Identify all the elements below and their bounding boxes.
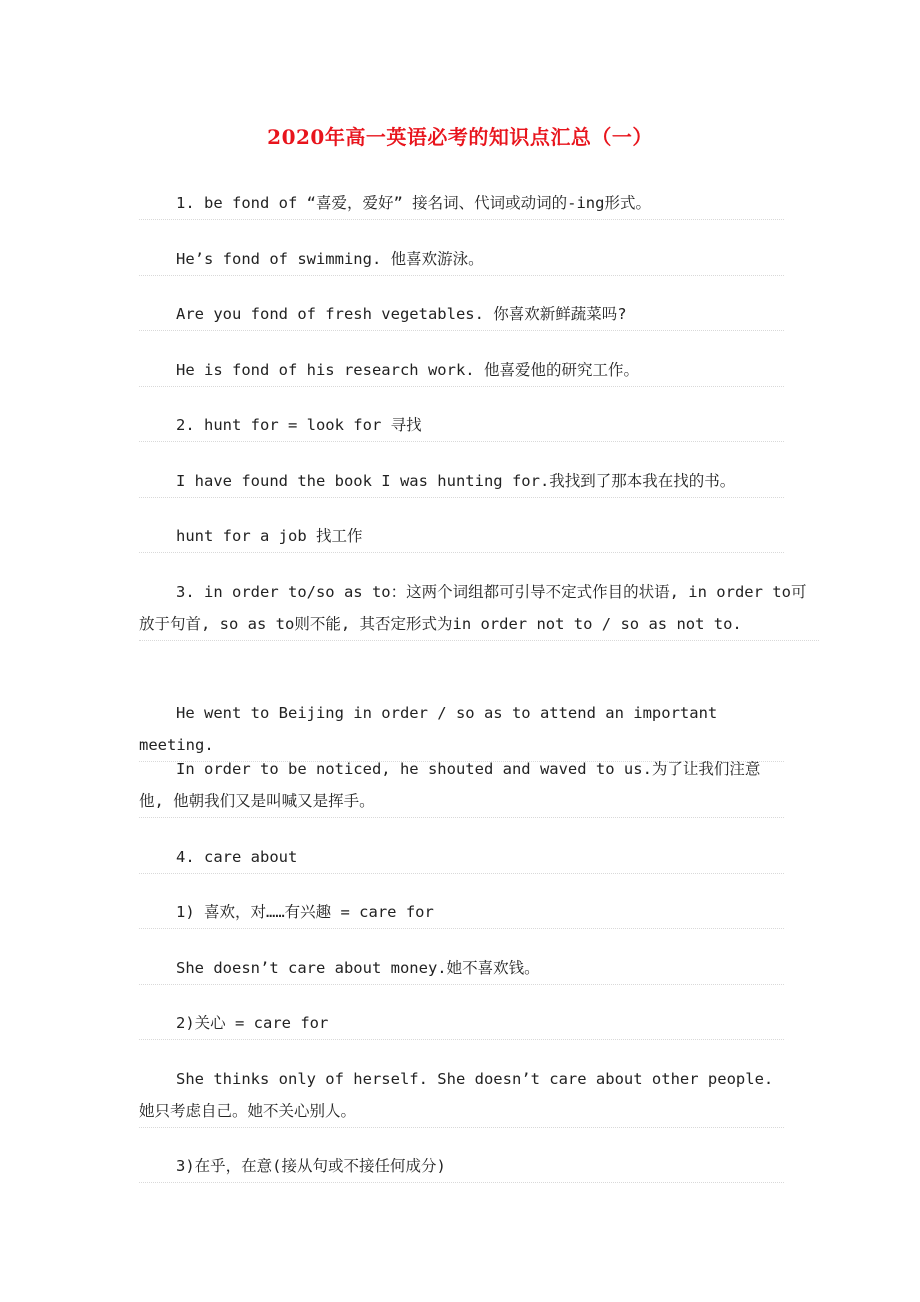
line-14: 2)关心 = care for [139,1007,784,1040]
line-12: 1) 喜欢，对……有兴趣 = care for [139,896,784,929]
line-15: She thinks only of herself. She doesn’t care about other people.她只考虑自己。她不关心别人。 [139,1063,784,1128]
line-5: 2. hunt for = look for 寻找 [139,409,784,442]
line-10: In order to be noticed, he shouted and waved to us.为了让我们注意他, 他朝我们又是叫喊又是挥手。 [139,753,784,818]
line-9: He went to Beijing in order / so as to attend an important meeting. [139,697,784,762]
line-3: Are you fond of fresh vegetables. 你喜欢新鲜蔬菜吗? [139,298,784,331]
line-13: She doesn’t care about money.她不喜欢钱。 [139,952,784,985]
line-11: 4. care about [139,841,784,874]
line-4: He is fond of his research work. 他喜爱他的研究工作。 [139,354,784,387]
line-16: 3)在乎，在意(接从句或不接任何成分) [139,1150,784,1183]
line-6: I have found the book I was hunting for.我找到了那本我在找的书。 [139,465,784,498]
document-title: 2020年高一英语必考的知识点汇总（一） [267,125,653,149]
line-8: 3. in order to/so as to：这两个词组都可引导不定式作目的状语, in order to可放于句首, so as to则不能, 其否定形式为in order not to / so as not to. [139,576,819,641]
line-7: hunt for a job 找工作 [139,520,784,553]
line-1: 1. be fond of “喜爱，爱好” 接名词、代词或动词的-ing形式。 [139,187,784,220]
line-2: He’s fond of swimming. 他喜欢游泳。 [139,243,784,276]
